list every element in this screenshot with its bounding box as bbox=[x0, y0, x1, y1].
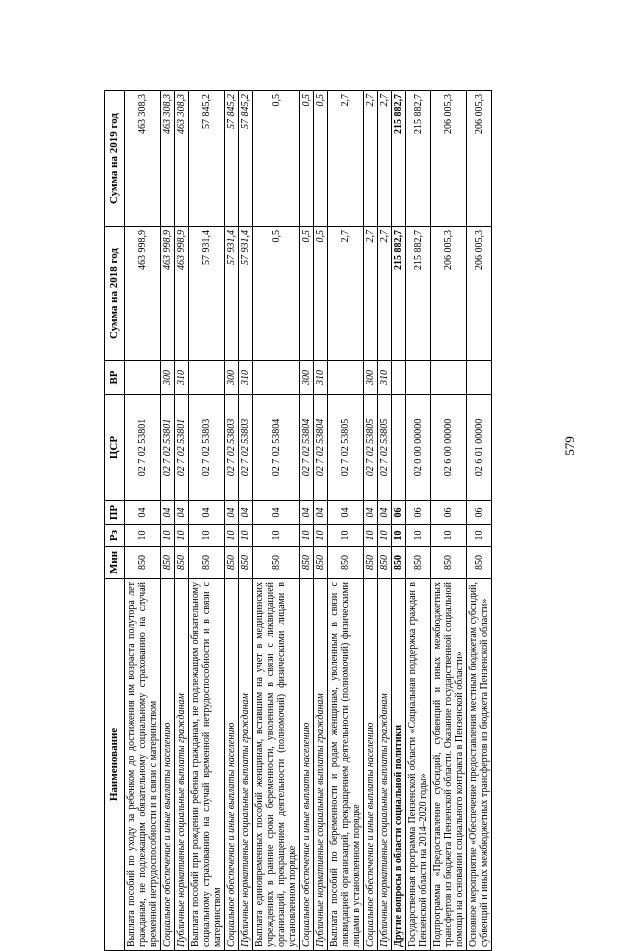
cell-csr: 02 7 02 53803 bbox=[239, 395, 253, 501]
cell-name: Социальное обеспечение и иные выплаты населению bbox=[364, 579, 378, 951]
cell-s2019: 215 882,7 bbox=[392, 91, 406, 227]
cell-s2019: 215 882,7 bbox=[406, 91, 431, 227]
cell-s2018: 2,7 bbox=[378, 227, 392, 361]
cell-csr: 02 7 02 53804 bbox=[300, 395, 314, 501]
cell-csr: 02 7 02 53803 bbox=[225, 395, 239, 501]
cell-pr: 06 bbox=[431, 501, 467, 525]
cell-vr bbox=[125, 361, 161, 395]
cell-s2018: 206 005,3 bbox=[467, 227, 492, 361]
table-row bbox=[125, 91, 161, 951]
cell-csr: 02 7 02 53805 bbox=[328, 395, 364, 501]
cell-name: Социальное обеспечение и иные выплаты населению bbox=[300, 579, 314, 951]
cell-rz: 10 bbox=[392, 525, 406, 547]
cell-min: 850 bbox=[253, 547, 300, 579]
cell-s2018: 215 882,7 bbox=[392, 227, 406, 361]
cell-rz: 10 bbox=[189, 525, 225, 547]
cell-pr: 04 bbox=[314, 501, 328, 525]
cell-name: Публичные нормативные социальные выплаты гражданам bbox=[314, 579, 328, 951]
cell-vr: 300 bbox=[300, 361, 314, 395]
cell-csr: 02 7 02 53804 bbox=[314, 395, 328, 501]
header-name: Наименование bbox=[105, 579, 125, 951]
cell-rz: 10 bbox=[175, 525, 189, 547]
cell-rz: 10 bbox=[328, 525, 364, 547]
cell-name: Социальное обеспечение и иные выплаты населению bbox=[161, 579, 175, 951]
cell-s2019: 2,7 bbox=[378, 91, 392, 227]
table-row bbox=[253, 91, 300, 951]
table-row bbox=[406, 91, 431, 951]
cell-pr: 06 bbox=[467, 501, 492, 525]
cell-csr: 02 7 02 53805 bbox=[378, 395, 392, 501]
cell-min: 850 bbox=[467, 547, 492, 579]
cell-vr bbox=[406, 361, 431, 395]
cell-s2018: 206 005,3 bbox=[431, 227, 467, 361]
cell-min: 850 bbox=[175, 547, 189, 579]
cell-rz: 10 bbox=[300, 525, 314, 547]
cell-pr: 04 bbox=[253, 501, 300, 525]
cell-pr: 06 bbox=[406, 501, 431, 525]
cell-pr: 04 bbox=[125, 501, 161, 525]
cell-rz: 10 bbox=[406, 525, 431, 547]
table-row bbox=[175, 91, 189, 951]
cell-vr: 300 bbox=[161, 361, 175, 395]
cell-s2018: 463 998,9 bbox=[125, 227, 161, 361]
cell-rz: 10 bbox=[253, 525, 300, 547]
cell-min: 850 bbox=[328, 547, 364, 579]
cell-s2018: 57 931,4 bbox=[225, 227, 239, 361]
cell-pr: 04 bbox=[328, 501, 364, 525]
table-row bbox=[314, 91, 328, 951]
cell-pr: 04 bbox=[189, 501, 225, 525]
header-vr: ВР bbox=[105, 361, 125, 395]
cell-rz: 10 bbox=[314, 525, 328, 547]
cell-name: Социальное обеспечение и иные выплаты населению bbox=[225, 579, 239, 951]
header-pr: ПР bbox=[105, 501, 125, 525]
table-row bbox=[431, 91, 467, 951]
cell-vr bbox=[467, 361, 492, 395]
header-row bbox=[105, 91, 125, 951]
cell-s2018: 463 998,9 bbox=[161, 227, 175, 361]
cell-min: 850 bbox=[189, 547, 225, 579]
cell-s2019: 0,5 bbox=[314, 91, 328, 227]
cell-min: 850 bbox=[300, 547, 314, 579]
cell-rz: 10 bbox=[225, 525, 239, 547]
cell-csr: 02 7 02 53804 bbox=[253, 395, 300, 501]
header-rz: Рз bbox=[105, 525, 125, 547]
cell-s2019: 0,5 bbox=[253, 91, 300, 227]
table-row bbox=[392, 91, 406, 951]
cell-vr bbox=[431, 361, 467, 395]
cell-s2019: 206 005,3 bbox=[467, 91, 492, 227]
cell-min: 850 bbox=[364, 547, 378, 579]
cell-pr: 06 bbox=[392, 501, 406, 525]
cell-rz: 10 bbox=[125, 525, 161, 547]
cell-s2019: 57 845,2 bbox=[225, 91, 239, 227]
cell-rz: 10 bbox=[467, 525, 492, 547]
cell-name: Выплата пособий при рождении ребенка гражданам, не подлежащим обязательному социальному страхованию на случай временной нетрудоспособности и в связи с материнством bbox=[189, 579, 225, 951]
cell-name: Подпрограмма «Предоставление субсидий, субвенций и иных межбюджетных трансфертов из бюджета Пензенской области. Оказание государственной социальной помощи на основании социального контракта в Пензенской области» bbox=[431, 579, 467, 951]
cell-min: 850 bbox=[225, 547, 239, 579]
cell-s2018: 57 931,4 bbox=[239, 227, 253, 361]
cell-s2018: 57 931,4 bbox=[189, 227, 225, 361]
cell-pr: 04 bbox=[161, 501, 175, 525]
cell-rz: 10 bbox=[431, 525, 467, 547]
cell-csr: 02 7 02 53801 bbox=[125, 395, 161, 501]
cell-name: Публичные нормативные социальные выплаты гражданам bbox=[378, 579, 392, 951]
cell-vr bbox=[392, 361, 406, 395]
cell-pr: 04 bbox=[225, 501, 239, 525]
cell-vr: 310 bbox=[175, 361, 189, 395]
table-row bbox=[225, 91, 239, 951]
header-sum2019: Сумма на 2019 год bbox=[105, 91, 125, 227]
cell-vr bbox=[253, 361, 300, 395]
cell-s2019: 2,7 bbox=[364, 91, 378, 227]
cell-csr: 02 7 02 53801 bbox=[161, 395, 175, 501]
cell-vr bbox=[328, 361, 364, 395]
cell-vr: 300 bbox=[364, 361, 378, 395]
table-body bbox=[125, 91, 492, 951]
table-row bbox=[189, 91, 225, 951]
cell-s2018: 215 882,7 bbox=[406, 227, 431, 361]
cell-min: 850 bbox=[239, 547, 253, 579]
cell-vr: 300 bbox=[225, 361, 239, 395]
cell-min: 850 bbox=[392, 547, 406, 579]
cell-min: 850 bbox=[314, 547, 328, 579]
header-sum2018: Сумма на 2018 год bbox=[105, 227, 125, 361]
page-number: 579 bbox=[561, 436, 577, 456]
cell-s2018: 2,7 bbox=[364, 227, 378, 361]
cell-name: Основное мероприятие «Обеспечение предоставления местным бюджетам субсидий, субвенций и иных межбюджетных трансфертов из бюджета Пензенской области» bbox=[467, 579, 492, 951]
cell-rz: 10 bbox=[364, 525, 378, 547]
table-row bbox=[378, 91, 392, 951]
cell-s2019: 206 005,3 bbox=[431, 91, 467, 227]
cell-s2019: 463 308,3 bbox=[125, 91, 161, 227]
cell-s2018: 0,5 bbox=[314, 227, 328, 361]
cell-s2018: 2,7 bbox=[328, 227, 364, 361]
cell-rz: 10 bbox=[161, 525, 175, 547]
cell-name: Выплата пособий по уходу за ребенком до достижения им возраста полутора лет гражданам, не подлежащим обязательному социальному страхованию на случай временной нетрудоспособности и в связи с материнством bbox=[125, 579, 161, 951]
cell-csr bbox=[392, 395, 406, 501]
cell-min: 850 bbox=[161, 547, 175, 579]
cell-s2018: 0,5 bbox=[300, 227, 314, 361]
cell-s2019: 57 845,2 bbox=[189, 91, 225, 227]
cell-name: Выплата пособий по беременности и родам женщинам, уволенным в связи с ликвидацией организаций, прекращением деятельности (полномочий) физическими лицами в установленном порядке bbox=[328, 579, 364, 951]
rotated-table-container bbox=[104, 91, 492, 951]
cell-min: 850 bbox=[431, 547, 467, 579]
cell-csr: 02 7 02 53801 bbox=[175, 395, 189, 501]
table-row bbox=[364, 91, 378, 951]
cell-s2019: 57 845,2 bbox=[239, 91, 253, 227]
cell-name: Публичные нормативные социальные выплаты гражданам bbox=[175, 579, 189, 951]
cell-csr: 02 0 00 00000 bbox=[406, 395, 431, 501]
cell-name: Другие вопросы в области социальной политики bbox=[392, 579, 406, 951]
table-row bbox=[467, 91, 492, 951]
table-row bbox=[239, 91, 253, 951]
cell-s2019: 2,7 bbox=[328, 91, 364, 227]
cell-csr: 02 7 02 53805 bbox=[364, 395, 378, 501]
budget-table bbox=[104, 90, 492, 951]
cell-csr: 02 7 02 53803 bbox=[189, 395, 225, 501]
table-row bbox=[300, 91, 314, 951]
cell-vr: 310 bbox=[239, 361, 253, 395]
cell-rz: 10 bbox=[239, 525, 253, 547]
cell-pr: 04 bbox=[175, 501, 189, 525]
cell-name: Государственная программа Пензенской области «Социальная поддержка граждан в Пензенской области на 2014–2020 годы» bbox=[406, 579, 431, 951]
cell-s2019: 463 308,3 bbox=[161, 91, 175, 227]
header-min: Мин bbox=[105, 547, 125, 579]
cell-vr: 310 bbox=[378, 361, 392, 395]
cell-s2018: 463 998,9 bbox=[175, 227, 189, 361]
table-row bbox=[328, 91, 364, 951]
cell-s2019: 0,5 bbox=[300, 91, 314, 227]
cell-pr: 04 bbox=[239, 501, 253, 525]
cell-vr bbox=[189, 361, 225, 395]
cell-vr: 310 bbox=[314, 361, 328, 395]
cell-pr: 04 bbox=[300, 501, 314, 525]
cell-s2018: 0,5 bbox=[253, 227, 300, 361]
cell-name: Выплата единовременных пособий женщинам, вставшим на учет в медицинских учреждениях в ранние сроки беременности, уволенным в связи с ликвидацией организаций, прекращением деятельности (полномочий) физическими лицами в установленном порядке bbox=[253, 579, 300, 951]
cell-min: 850 bbox=[406, 547, 431, 579]
cell-csr: 02 6 00 00000 bbox=[431, 395, 467, 501]
cell-s2019: 463 308,3 bbox=[175, 91, 189, 227]
cell-csr: 02 6 01 00000 bbox=[467, 395, 492, 501]
cell-min: 850 bbox=[378, 547, 392, 579]
cell-pr: 04 bbox=[378, 501, 392, 525]
table-row bbox=[161, 91, 175, 951]
cell-pr: 04 bbox=[364, 501, 378, 525]
header-csr: ЦСР bbox=[105, 395, 125, 501]
cell-rz: 10 bbox=[378, 525, 392, 547]
cell-min: 850 bbox=[125, 547, 161, 579]
cell-name: Публичные нормативные социальные выплаты гражданам bbox=[239, 579, 253, 951]
